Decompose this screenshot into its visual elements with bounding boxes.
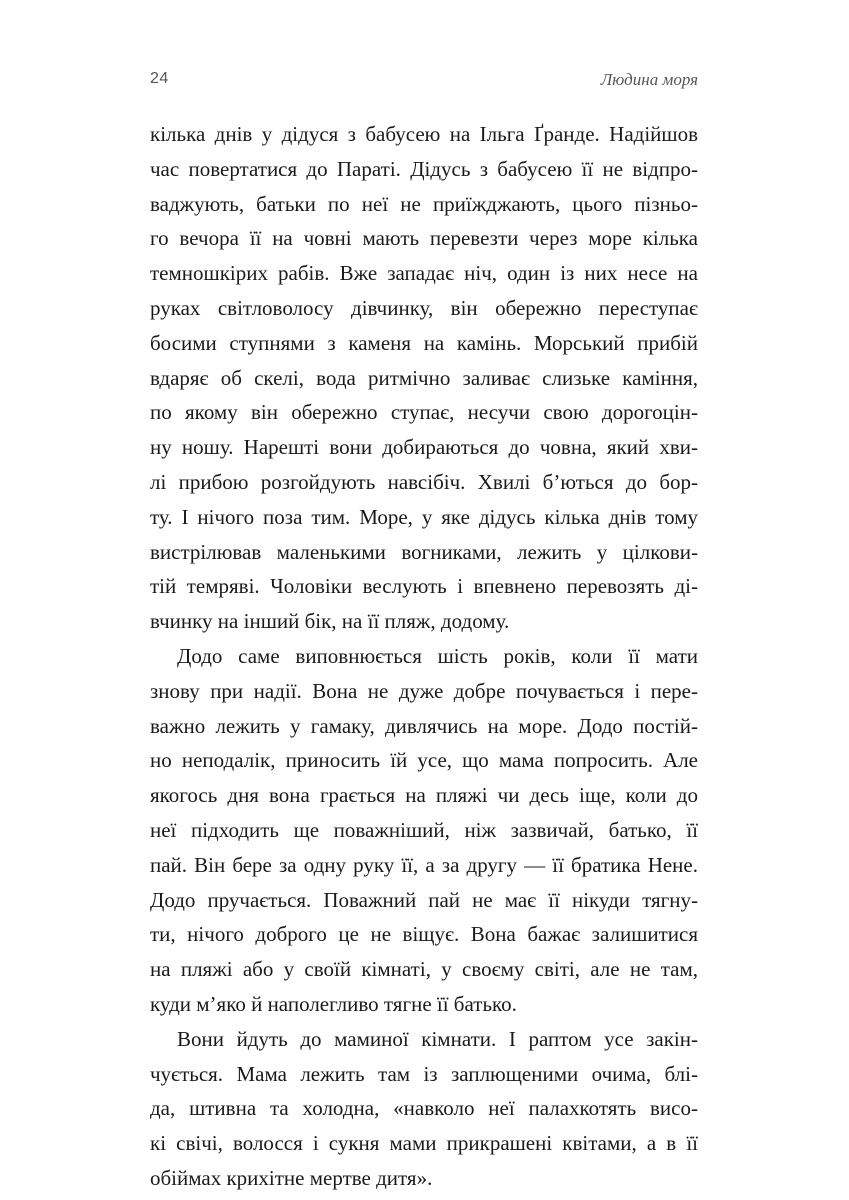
text-line: важно лежить у гамаку, дивлячись на море. Додо постій- <box>150 713 698 738</box>
text-line: знову при надії. Вона не дуже добре почувається і пере- <box>150 678 698 703</box>
text-line: ну ношу. Нарешті вони добираються до човна, який хви- <box>150 435 698 460</box>
body-text <box>150 117 698 1196</box>
text-line: ту. І нічого поза тим. Море, у яке дідусь кілька днів тому <box>150 504 698 529</box>
text-line: неї підходить ще поважніший, ніж зазвичай, батько, її <box>150 817 698 842</box>
text-line: час повертатися до Параті. Дідусь з бабусею її не відпро- <box>150 156 698 181</box>
text-line: лі прибою розгойдують навсібіч. Хвилі б’ються до бор- <box>150 469 698 494</box>
text-line: руках світловолосу дівчинку, він обережно переступає <box>150 295 698 320</box>
paragraph-3 <box>150 1022 698 1196</box>
book-title: Людина моря <box>600 70 698 89</box>
text-line: якогось дня вона грається на пляжі чи десь іще, коли до <box>150 783 698 808</box>
text-line: Вони йдуть до маминої кімнати. І раптом усе закін- <box>177 1026 698 1051</box>
text-line: чується. Мама лежить там із заплющеними очима, блі- <box>150 1061 698 1086</box>
text-line: но неподалік, приносить їй усе, що мама попросить. Але <box>150 748 698 773</box>
text-line: вистрілював маленькими вогниками, лежить у цілкови- <box>150 539 698 564</box>
paragraph-1 <box>150 117 698 639</box>
text-line: вчинку на інший бік, на її пляж, додому. <box>150 609 510 634</box>
text-line: вдаряє об скелі, вода ритмічно заливає слизьке каміння, <box>150 365 698 390</box>
text-line: темношкірих рабів. Вже западає ніч, один із них несе на <box>150 261 698 286</box>
text-line: да, штивна та холодна, «навколо неї палахкотять висо- <box>150 1096 698 1121</box>
text-line: ваджують, батьки по неї не приїжджають, цього пізньо- <box>150 191 698 216</box>
text-line: куди м’яко й наполегливо тягне її батько. <box>150 991 517 1016</box>
text-line: го вечора її на човні мають перевезти через море кілька <box>150 226 698 251</box>
text-line: Додо пручається. Поважний пай не має її нікуди тягну- <box>150 887 698 912</box>
text-line: Додо саме виповнюється шість років, коли її мати <box>177 643 698 668</box>
text-line: кілька днів у дідуся з бабусею на Ільга Ґранде. Надійшов <box>150 122 698 146</box>
paragraph-2 <box>150 639 698 1022</box>
text-line: на пляжі або у своїй кімнаті, у своєму світі, але не там, <box>150 957 698 982</box>
page-number: 24 <box>150 70 169 87</box>
text-line: тій темряві. Чоловіки веслують і впевнено перевозять ді- <box>150 574 698 599</box>
text-line: по якому він обережно ступає, несучи свою дорогоцін- <box>150 400 698 425</box>
running-head <box>150 70 698 94</box>
text-line: обіймах крихітне мертве дитя». <box>150 1165 433 1190</box>
text-line: ти, нічого доброго це не віщує. Вона бажає залишитися <box>150 922 698 947</box>
text-line: кі свічі, волосся і сукня мами прикрашені квітами, а в її <box>150 1131 698 1156</box>
text-line: босими ступнями з каменя на камінь. Морський прибій <box>150 330 698 355</box>
text-line: пай. Він бере за одну руку її, а за другу — її братика Нене. <box>150 852 698 877</box>
